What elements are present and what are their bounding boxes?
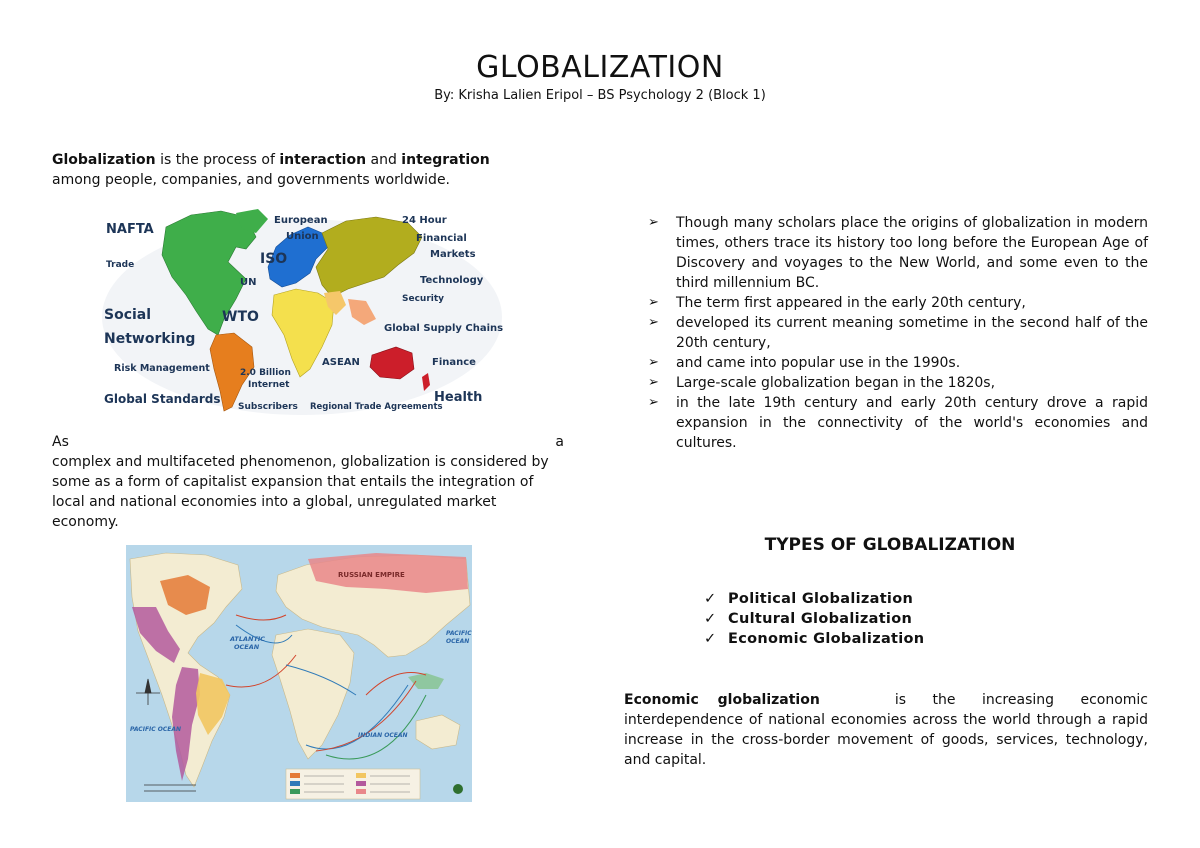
byline: By: Krisha Lalien Eripol – BS Psychology 2 (Block 1) <box>434 88 766 103</box>
intro-text-1: is the process of <box>155 152 280 168</box>
label-regional-trade: Regional Trade Agreements <box>310 402 443 412</box>
economic-globalization-paragraph <box>624 690 1148 770</box>
list-item <box>648 353 1148 373</box>
arrowhead-bullet-icon: ➢ <box>648 375 659 390</box>
as-paragraph-rest: complex and multifaceted phenomenon, globalization is considered by some as a form of capitalist expansion that entails the integration of local and national economies into a global, unregulated market economy. <box>52 454 549 530</box>
term-interaction: interaction <box>279 152 367 168</box>
arrowhead-bullet-icon: ➢ <box>648 295 659 310</box>
label-wto: WTO <box>222 309 259 325</box>
economic-def-rest: interdependence of national economies across the world through a rapid increase in the cross-border movement of goods, services, technology, and capital. <box>624 712 1148 768</box>
economic-first-line <box>624 690 1148 710</box>
label-global-standards: Global Standards <box>104 392 221 406</box>
term-integration: integration <box>401 152 490 168</box>
as-paragraph-first-line <box>52 432 564 452</box>
label-24-hour: 24 Hour <box>402 215 447 226</box>
arrowhead-bullet-icon: ➢ <box>648 355 659 370</box>
label-technology: Technology <box>420 275 484 286</box>
arrowhead-bullet-icon: ➢ <box>648 395 659 410</box>
term-globalization: Globalization <box>52 152 156 168</box>
checkmark-icon: ✓ <box>704 611 717 627</box>
list-item <box>704 629 924 649</box>
label-russian-empire: RUSSIAN EMPIRE <box>338 571 405 579</box>
label-financial: Financial <box>416 233 467 244</box>
label-nafta: NAFTA <box>106 222 154 237</box>
label-networking: Networking <box>104 331 196 347</box>
label-european: European <box>274 215 328 226</box>
label-subscribers: Subscribers <box>238 402 298 412</box>
list-item-text: Large-scale globalization began in the 1820s, <box>676 375 996 391</box>
label-2-billion: 2.0 Billion <box>240 368 291 378</box>
intro-line-2: among people, companies, and governments worldwide. <box>52 172 451 188</box>
world-map-graphic <box>96 207 508 417</box>
list-item <box>704 589 924 609</box>
list-item <box>648 213 1148 293</box>
list-item-text: and came into popular use in the 1990s. <box>676 355 961 371</box>
map-legend <box>286 769 420 799</box>
intro-text-2: and <box>366 152 402 168</box>
checkmark-icon: ✓ <box>704 591 717 607</box>
economic-def-first: is the increasing economic <box>894 692 1148 708</box>
list-item-text: The term first appeared in the early 20th century, <box>676 295 1026 311</box>
checkmark-icon: ✓ <box>704 631 717 647</box>
label-atlantic-ocean: OCEAN <box>234 643 260 651</box>
globalization-world-map-image <box>96 207 508 417</box>
type-cultural: Cultural Globalization <box>728 611 913 627</box>
label-asean: ASEAN <box>322 357 360 368</box>
label-indian-ocean: INDIAN OCEAN <box>358 732 408 739</box>
arrowhead-bullet-icon: ➢ <box>648 315 659 330</box>
intro-paragraph <box>52 150 552 190</box>
list-item <box>704 609 924 629</box>
list-item <box>648 313 1148 353</box>
as-paragraph <box>52 432 564 532</box>
label-iso: ISO <box>260 251 288 267</box>
types-list <box>704 589 924 649</box>
colonial-map-graphic <box>126 545 472 802</box>
term-economic-globalization: Economic globalization <box>624 692 820 708</box>
label-un: UN <box>240 277 257 288</box>
label-union: Union <box>286 231 319 242</box>
list-item <box>648 393 1148 453</box>
logo-icon <box>453 784 463 794</box>
label-pacific-left: PACIFIC OCEAN <box>130 726 182 733</box>
label-atlantic: ATLANTIC <box>230 635 266 643</box>
label-internet: Internet <box>248 380 290 390</box>
list-item-text: Though many scholars place the origins of globalization in modern times, others trace its history too long before the European Age of Discovery and voyages to the New World, and some even to the third millennium BC. <box>676 215 1148 291</box>
label-pacific-right: PACIFIC <box>446 630 472 637</box>
list-item-text: in the late 19th century and early 20th century drove a rapid expansion in the connectivity of the world's economies and cultures. <box>676 395 1148 451</box>
colonial-empires-map-image <box>126 545 472 802</box>
arrowhead-bullet-icon: ➢ <box>648 215 659 230</box>
a-word: a <box>555 434 564 450</box>
label-risk-management: Risk Management <box>114 363 210 374</box>
list-item <box>648 373 1148 393</box>
label-trade: Trade <box>106 260 135 270</box>
label-security: Security <box>402 294 445 304</box>
as-word: As <box>52 434 69 450</box>
label-global-supply-chains: Global Supply Chains <box>384 323 504 334</box>
label-markets: Markets <box>430 249 476 260</box>
types-heading: TYPES OF GLOBALIZATION <box>764 535 1016 555</box>
label-finance: Finance <box>432 357 476 368</box>
history-bullet-list <box>648 213 1148 453</box>
label-social: Social <box>104 307 152 323</box>
label-pacific-right-ocean: OCEAN <box>446 638 470 645</box>
list-item <box>648 293 1148 313</box>
label-health: Health <box>434 390 483 405</box>
type-political: Political Globalization <box>728 591 914 607</box>
type-economic: Economic Globalization <box>728 631 925 647</box>
list-item-text: developed its current meaning sometime in the second half of the 20th century, <box>676 315 1148 351</box>
page-title: GLOBALIZATION <box>476 50 724 85</box>
